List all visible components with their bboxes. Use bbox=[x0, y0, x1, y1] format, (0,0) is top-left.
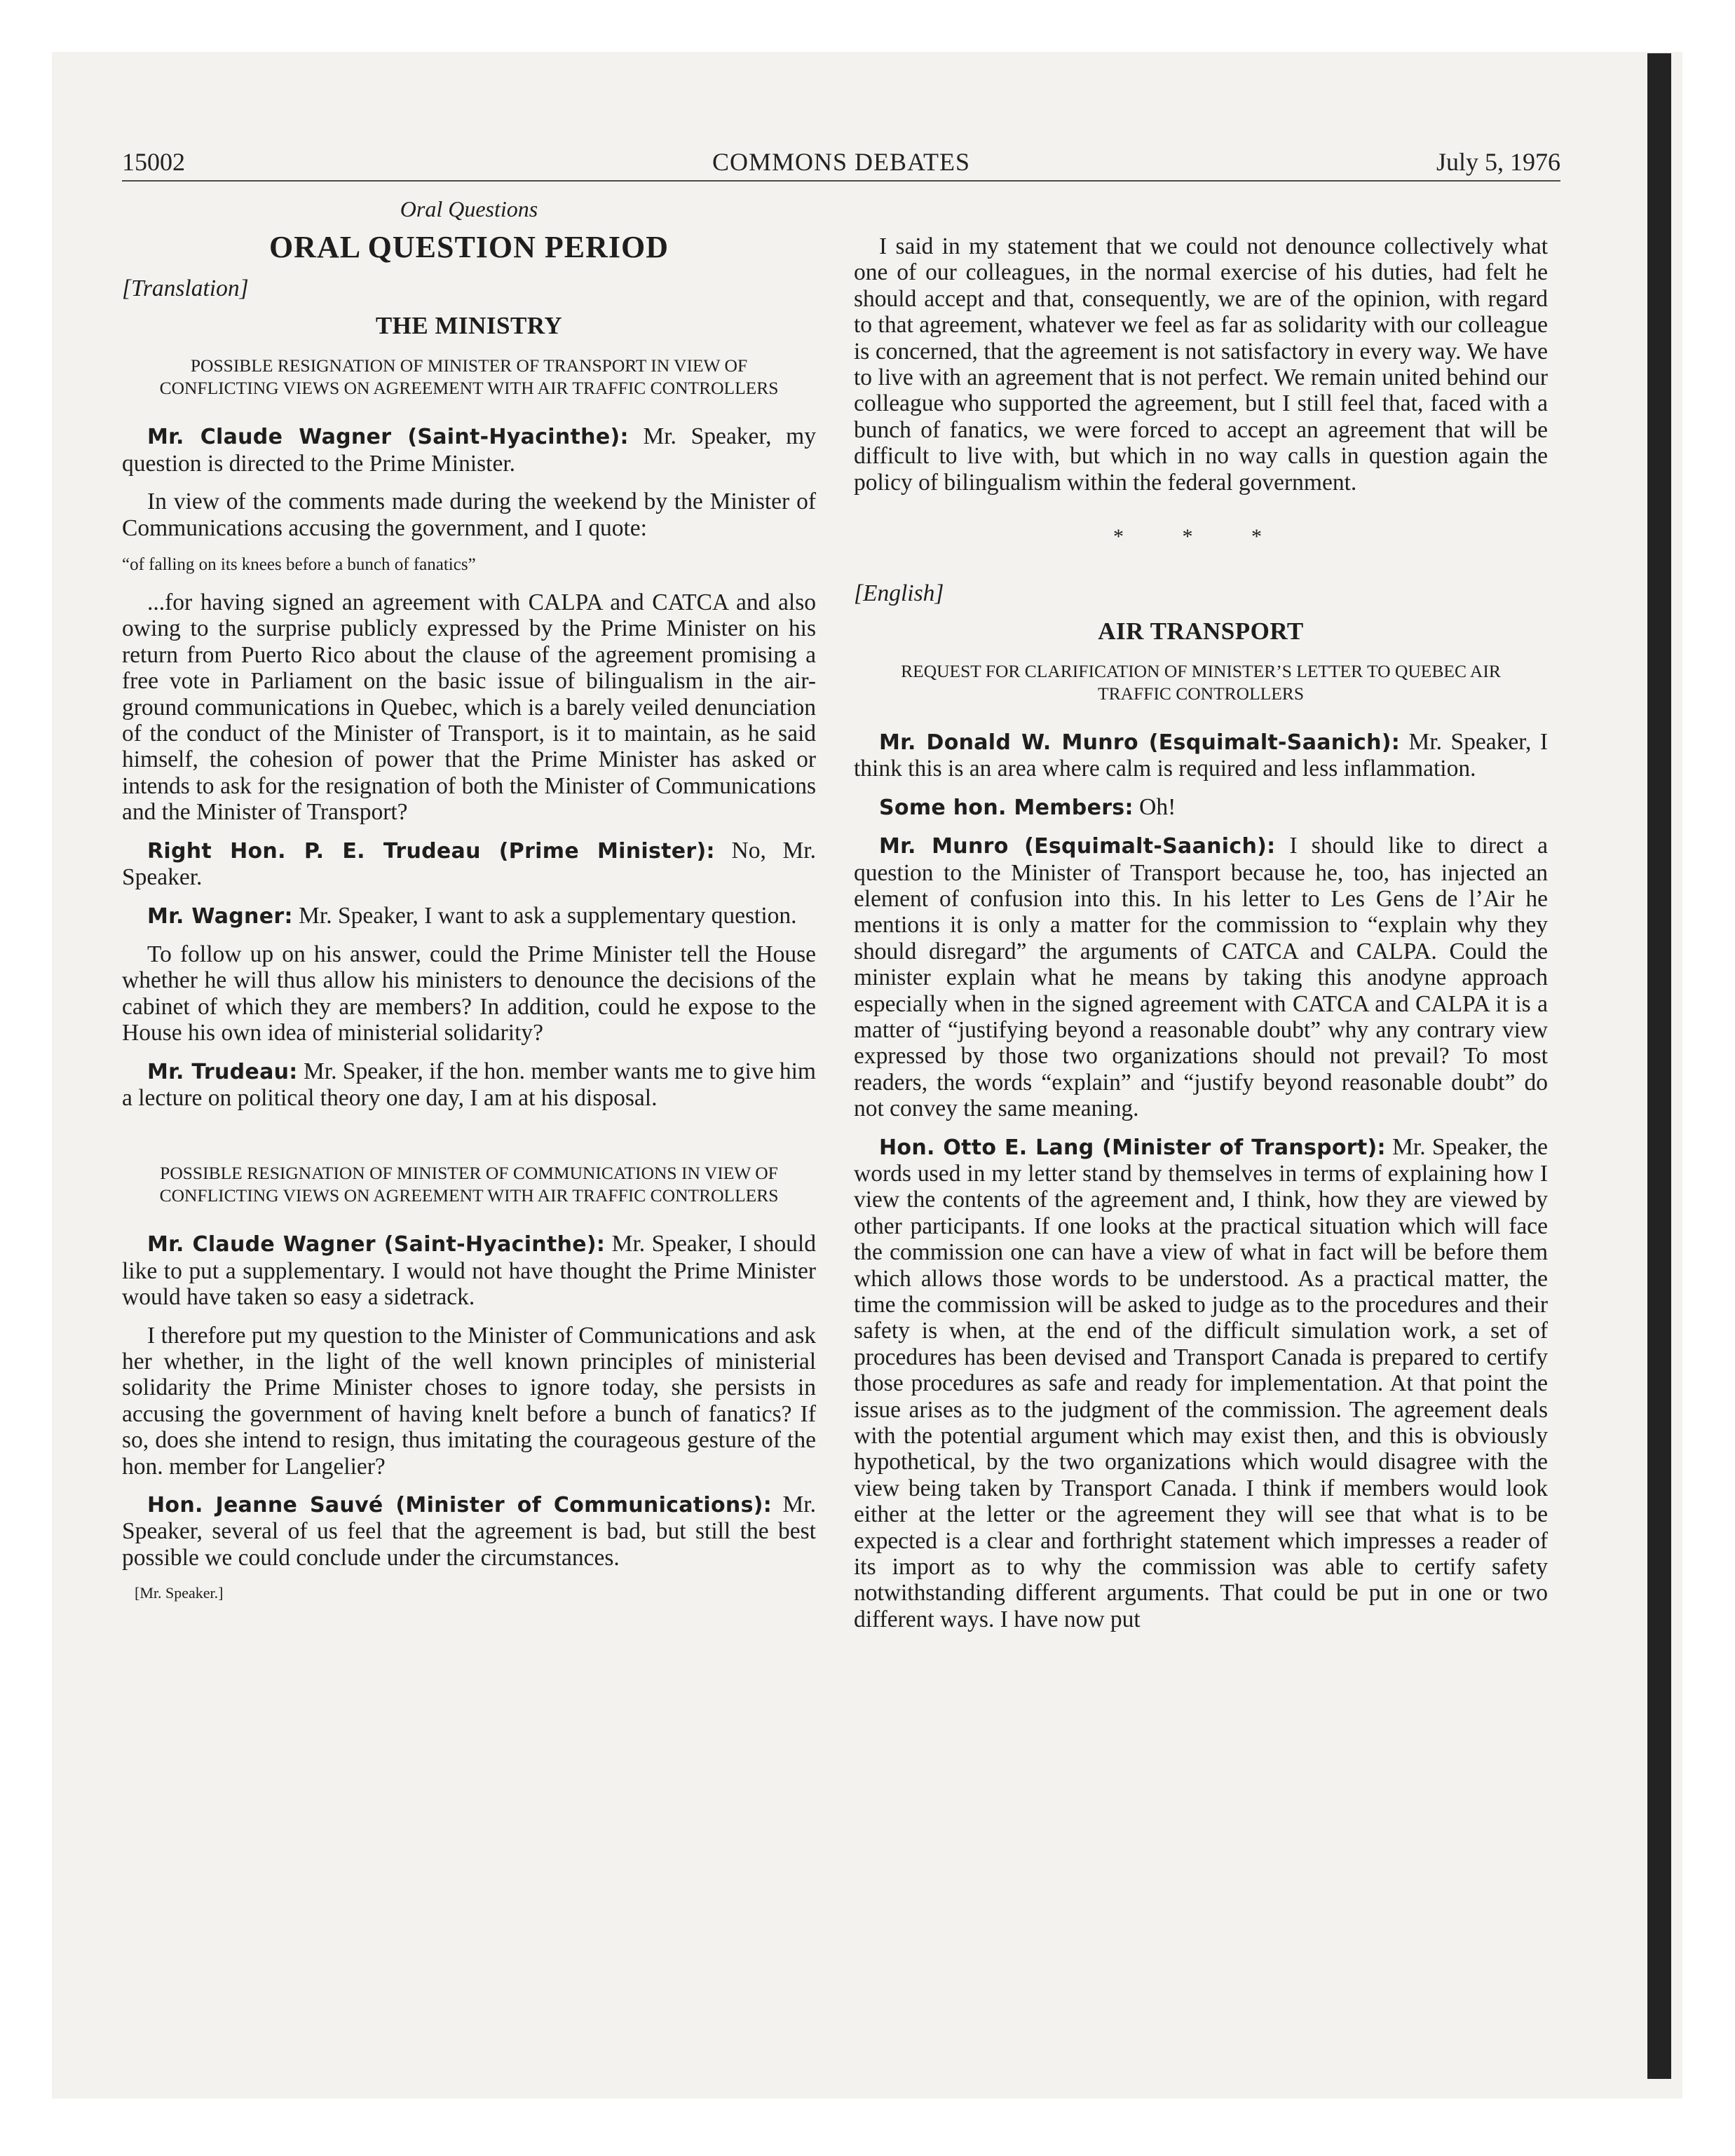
block-quote: “of falling on its knees before a bunch of fanatics” bbox=[122, 555, 476, 575]
speaker-name: Some hon. Members: bbox=[879, 795, 1134, 820]
paragraph bbox=[122, 423, 816, 477]
subject-title: Oral Questions bbox=[400, 196, 538, 221]
paragraph-text: Mr. Speaker, I want to ask a supplementary question. bbox=[292, 902, 797, 929]
section-heading-ministry: THE MINISTRY bbox=[375, 312, 563, 340]
paragraph bbox=[854, 1134, 1548, 1633]
paragraph-text: No, Mr. Speaker. bbox=[122, 837, 816, 891]
page-date: July 5, 1976 bbox=[1436, 148, 1560, 176]
paragraph bbox=[122, 838, 816, 891]
page-number: 15002 bbox=[122, 148, 185, 176]
paragraph: ...for having signed an agreement with CALPA and CATCA and also owing to the surprise publicly expressed by the Prime Minister on his return from Puerto Rico about the clause of the agreement promising a free vote in Parliament on the basic issue of bilingualism in the air-ground communications in Quebec, which is a barely veiled denunciation of the conduct of the Minister of Transport, is it to maintain, as he said himself, the cohesion of power that the Prime Minister has asked or intends to ask for the resignation of both the Minister of Communications and the Minister of Transport? bbox=[122, 589, 816, 826]
language-note: [Translation] bbox=[122, 275, 249, 301]
speaker-name: Hon. Jeanne Sauvé (Minister of Communications): bbox=[147, 1493, 773, 1517]
journal-title: COMMONS DEBATES bbox=[712, 148, 971, 176]
speaker-name: Mr. Donald W. Munro (Esquimalt-Saanich): bbox=[879, 730, 1401, 755]
paragraph: In view of the comments made during the weekend by the Minister of Communications accusing the government, and I quote: bbox=[122, 489, 816, 541]
speaker-name: Mr. Trudeau: bbox=[147, 1059, 298, 1084]
section-heading-air-transport: AIR TRANSPORT bbox=[1098, 617, 1304, 645]
speaker-name: Mr. Wagner: bbox=[147, 903, 293, 929]
running-head bbox=[122, 144, 1560, 182]
paragraph: To follow up on his answer, could the Prime Minister tell the House whether he will thus allow his ministers to denounce the decisions of the cabinet of which they are members? In addition, could he expose to the House his own idea of ministerial solidarity? bbox=[122, 941, 816, 1046]
right-column bbox=[854, 233, 1548, 1644]
paragraph-text: I should like to direct a question to the Minister of Transport because he, too, has injected an element of confusion into this. In his letter to Les Gens de l’Air he mentions it is only a matter for the commission to “explain why they should disregard” the arguments of CATCA and CALPA. Could the minister explain what he means by taking this anodyne approach especially when in the signed agreement with CATCA and CALPA it is a matter of “justifying beyond a reasonable doubt” why any contrary view expressed by those two organizations should not prevail? To most readers, the words “explain” and “justify beyond reasonable doubt” do not convey the same meaning. bbox=[854, 833, 1549, 1122]
speaker-name: Mr. Claude Wagner (Saint-Hyacinthe): bbox=[147, 1232, 606, 1257]
paragraph-text: Mr. Speaker, the words used in my letter stand by themselves in terms of explaining how I view the contents of the agreement and, I think, how they are viewed by other participants. If one looks at the practical situation which will face the commission one can have a view of what in fact will be before them which allows those words to be understood. As a practical matter, the time the commission will be asked to judge as to the procedures and their safety is when, at the end of the difficult simulation work, a set of procedures has been devised and Transport Canada is prepared to certify those procedures as safe and ready for implementation. At that point the issue arises as to the judgment of the commission. The agreement deals with the potential argument which may exist then, and this is obviously hypothetical, by the two organizations which would disagree with the view being taken by Transport Canada. I think if members would look either at the letter or the agreement they will see that what is to be expected is a clear and forthright statement which impresses a reader of its import as to why the commission was able to certify safety notwithstanding different arguments. That could be put in one or two different ways. I have now put bbox=[854, 1133, 1549, 1632]
speaker-name: Mr. Claude Wagner (Saint-Hyacinthe): bbox=[147, 425, 629, 450]
section-separator: * * * bbox=[1113, 525, 1288, 549]
paragraph bbox=[854, 833, 1548, 1121]
paragraph-text: Mr. Speaker, I should like to put a supplementary. I would not have thought the Prime Minister would have taken so easy a sidetrack. bbox=[122, 1231, 816, 1311]
paragraph-text: Mr. Speaker, I think this is an area where calm is required and less inflammation. bbox=[854, 728, 1548, 782]
main-heading: ORAL QUESTION PERIOD bbox=[268, 230, 669, 264]
speaker-name: Hon. Otto E. Lang (Minister of Transport): bbox=[879, 1135, 1386, 1160]
paragraph-text: Mr. Speaker, my question is directed to the Prime Minister. bbox=[122, 423, 816, 477]
paragraph bbox=[854, 794, 1548, 821]
section-gap bbox=[122, 1123, 816, 1162]
paragraph bbox=[122, 903, 816, 929]
paragraph: I therefore put my question to the Minister of Communications and ask her whether, in the light of the well known principles of ministerial solidarity the Prime Minister choses to ignore today, she persists in accusing the government of having knelt before a bunch of fanatics? If so, does she intend to resign, thus imitating the courageous gesture of the hon. member for Langelier? bbox=[122, 1322, 816, 1480]
paragraph: I said in my statement that we could not denounce collectively what one of our colleagues, in the normal exercise of his duties, had felt he should accept and that, consequently, we are of the opinion, with regard to that agreement, whatever we feel as far as solidarity with our colleague is concerned, that the agreement is not satisfactory in every way. We have to live with an agreement that is not perfect. We remain united behind our colleague who supported the agreement, but I still feel that, faced with a bunch of fanatics, we were forced to accept an agreement that will be difficult to live with, but which in no way calls in question again the policy of bilingualism within the federal government. bbox=[854, 233, 1548, 496]
paragraph bbox=[854, 729, 1548, 782]
sub-heading-clarification: REQUEST FOR CLARIFICATION OF MINISTER’S LETTER TO QUEBEC AIR TRAFFIC CONTROLLERS bbox=[901, 660, 1501, 704]
scan-edge-shadow bbox=[1647, 53, 1671, 2079]
language-note: [English] bbox=[854, 580, 944, 607]
paragraph bbox=[122, 1058, 816, 1112]
paragraph bbox=[122, 1231, 816, 1310]
speaker-name: Mr. Munro (Esquimalt-Saanich): bbox=[879, 834, 1276, 859]
sub-heading-communications-resignation: POSSIBLE RESIGNATION OF MINISTER OF COMMUNICATIONS IN VIEW OF CONFLICTING VIEWS ON AGREEMENT WITH AIR TRAFFIC CONTROLLERS bbox=[159, 1163, 779, 1206]
paragraph bbox=[122, 1492, 816, 1571]
footer-note: [Mr. Speaker.] bbox=[135, 1584, 224, 1602]
sub-heading-transport-resignation: POSSIBLE RESIGNATION OF MINISTER OF TRANSPORT IN VIEW OF CONFLICTING VIEWS ON AGREEMENT WITH AIR TRAFFIC CONTROLLERS bbox=[159, 355, 779, 399]
speaker-name: Right Hon. P. E. Trudeau (Prime Minister): bbox=[147, 838, 715, 864]
paragraph-text: Oh! bbox=[1133, 793, 1176, 820]
left-column bbox=[122, 193, 816, 1604]
paragraph-text: Mr. Speaker, if the hon. member wants me to give him a lecture on political theory one day, I am at his disposal. bbox=[122, 1058, 816, 1111]
paragraph-text: Mr. Speaker, several of us feel that the agreement is bad, but still the best possible we could conclude under the circumstances. bbox=[122, 1492, 816, 1571]
